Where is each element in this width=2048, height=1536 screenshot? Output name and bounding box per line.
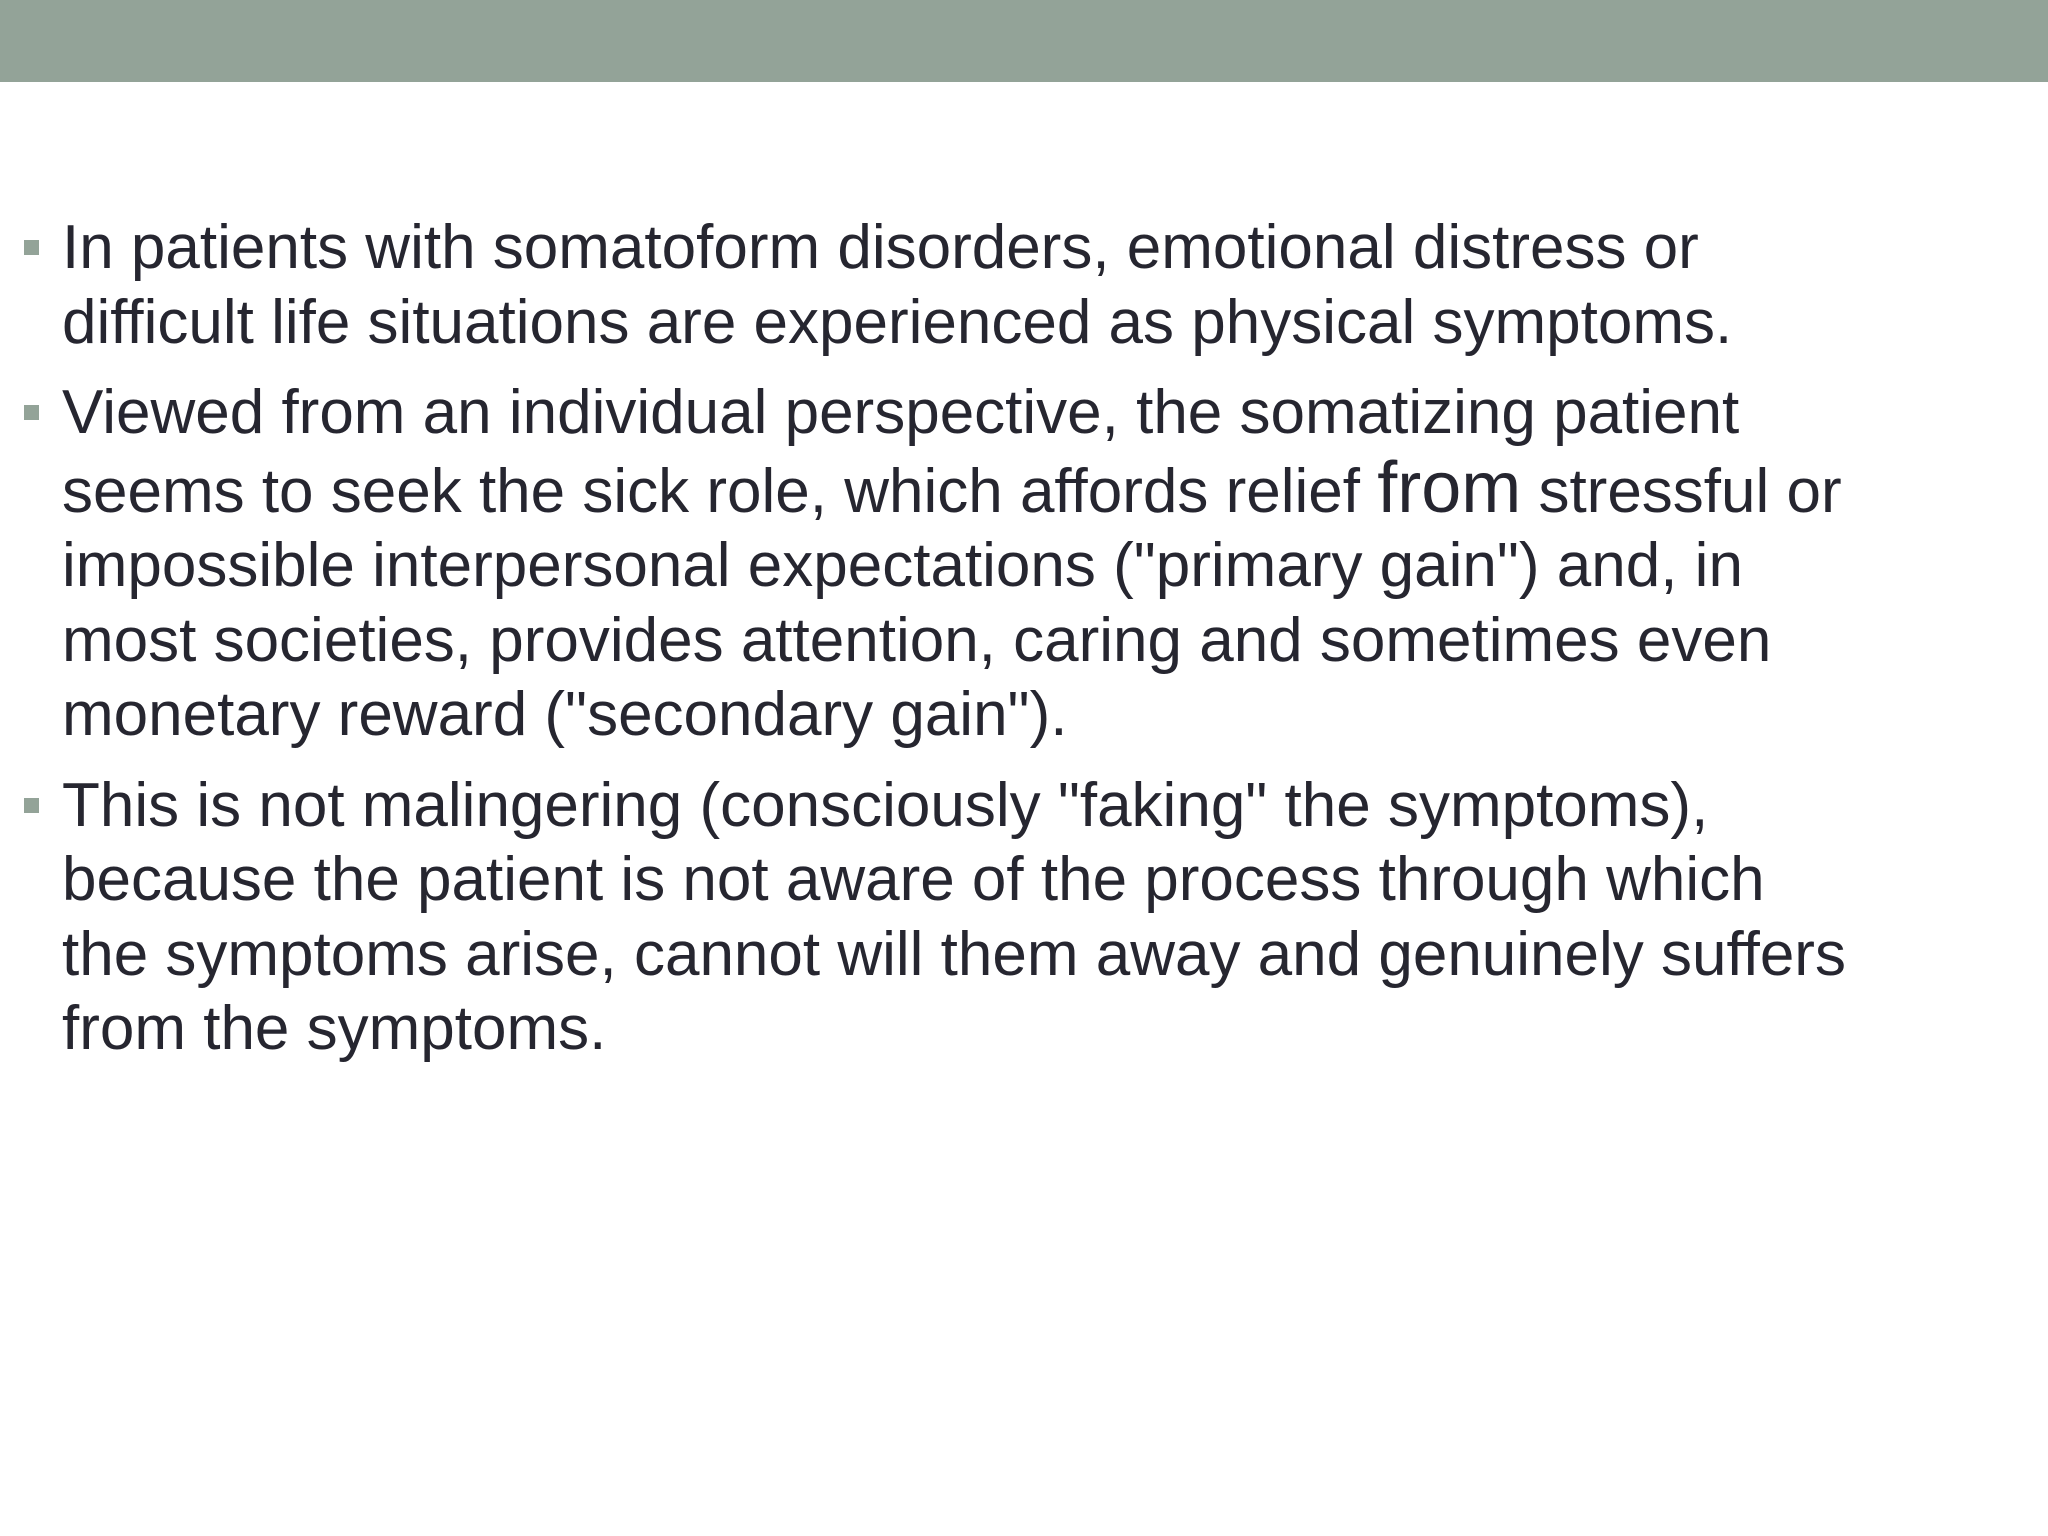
bullet-text-part: Viewed from an individual perspective, the somatizing patient seems to seek the sick role, which affords relief (62, 378, 1740, 526)
bullet-list (0, 211, 1900, 1067)
bullet-item (0, 211, 1900, 360)
bullet-item (0, 376, 1900, 753)
bullet-text-part: stressful or impossible interpersonal expectations ("primary gain") and, in most societies, provides attention, caring and sometimes even monetary reward ("secondary gain"). (62, 456, 1842, 749)
square-bullet-icon (24, 798, 39, 813)
square-bullet-icon (24, 405, 39, 420)
square-bullet-icon (24, 240, 39, 255)
emphasis-word: from (1377, 447, 1522, 528)
slide-body (0, 211, 1900, 1083)
bullet-text (62, 376, 1862, 753)
bullet-text: In patients with somatoform disorders, emotional distress or difficult life situations are experienced as physical symptoms. (62, 213, 1733, 357)
bullet-text: This is not malingering (consciously "faking" the symptoms), because the patient is not aware of the process through which the symptoms arise, cannot will them away and genuinely suffers from the symptoms. (62, 770, 1846, 1063)
bullet-item (0, 769, 1900, 1067)
header-bar (0, 0, 2048, 82)
